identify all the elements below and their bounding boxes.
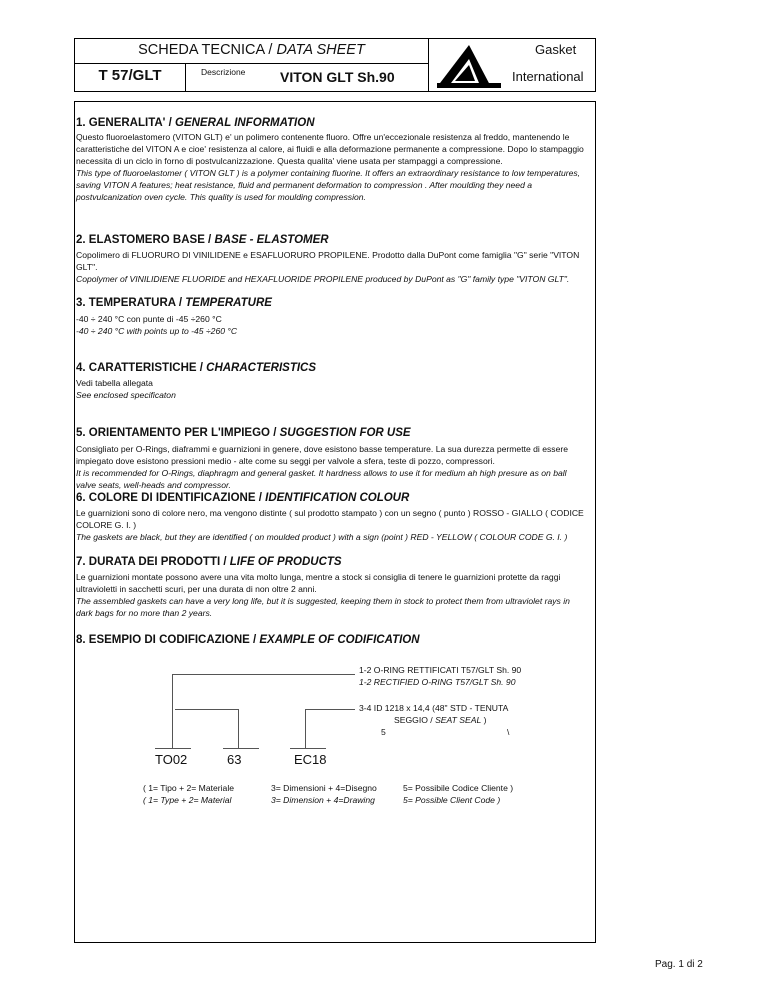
code-line [238, 709, 239, 749]
section-heading: 4. CARATTERISTICHE / CHARACTERISTICS [76, 362, 317, 374]
code-underline [290, 748, 326, 749]
section-text: Questo fluoroelastomero (VITON GLT) e' un polimero contenente fluoro. Offre un'eccezionale resistenza al freddo, mantenendo le caratteristiche del VITON A e cioe' resistenza al calore, ai fluidi e alla deformazione permanente a compressione. Dopo lo stampaggio necessita di un ciclo in forno di postvulcanizzazione. Questa qualita' viene usata per stampaggi a compressione. This type of fluoroelastomer ( VITON GLT ) is a polymer containing fluorine. It offers an extraordinary resistance to low temperatures, saving VITON A features; heat resistance, fluid and permanent deformation to compression . After moulding they need a postvulcanization oven cycle. This quality is used for moulding compression. [76, 132, 584, 202]
code-label-34: 3-4 ID 1218 x 14,4 (48" STD - TENUTA SEGGIO / SEAT SEAL ) [359, 703, 509, 725]
document-title [75, 42, 428, 58]
header-divider [75, 63, 428, 64]
code-label-backslash: \ [507, 727, 510, 737]
header-divider [428, 39, 429, 91]
section-text: Le guarnizioni montate possono avere una vita molto lunga, mentre a stock si consiglia di tenere le guarnizioni protette da raggi ultravioletti in sacchetti scuri, per una durata di non oltre 2 anni. The assembled gaskets can have a very long life, but it is suggested, keeping them in stock to protect them from ultraviolet rays in dark bags for no more than 2 years. [76, 572, 570, 618]
section-text: Consigliato per O-Rings, diaframmi e guarnizioni in genere, dove esistono basse temperature. La sua durezza permette di essere impiegato dove esistono pressioni medio - alte come su seggi per valvole a sfera, teste di pozzo, compressori. It is recommended for O-Rings, diaphragm and general gasket. It hardness allows to use it for medium ah high presure as on ball valve seats, well-heads and compressor. [76, 444, 569, 490]
code-legend-1: ( 1= Tipo + 2= Materiale ( 1= Type + 2= Material [143, 783, 235, 805]
section-text: Vedi tabella allegata See enclosed specificaton [76, 378, 176, 400]
code-part-3: EC18 [294, 752, 327, 767]
header-box [74, 38, 596, 92]
section-text: Le guarnizioni sono di colore nero, ma vengono distinte ( sul prodotto stampato ) con un segno ( punto ) ROSSO - GIALLO ( CODICE COLORE G. I. ) The gaskets are black, but they are identified ( on moulded product ) with a sign (point ) RED - YELLOW ( COLOUR CODE G. I. ) [76, 508, 584, 542]
section-text: -40 ÷ 240 °C con punte di -45 ÷260 °C -40 ÷ 240 °C with points up to -45 ÷260 °C [76, 314, 238, 336]
code-label-12: 1-2 O-RING RETTIFICATI T57/GLT Sh. 90 1-2 RECTIFIED O-RING T57/GLT Sh. 90 [359, 665, 522, 687]
description-label: Descrizione [201, 67, 246, 77]
section-heading: 6. COLORE DI IDENTIFICAZIONE / IDENTIFICATION COLOUR [76, 492, 410, 504]
code-line [172, 674, 173, 749]
title-it: SCHEDA TECNICA [138, 42, 265, 58]
section-heading: 5. ORIENTAMENTO PER L'IMPIEGO / SUGGESTION FOR USE [76, 427, 411, 439]
code-label-5: 5 [381, 727, 386, 737]
code-line [305, 709, 355, 710]
logo-text-top: Gasket [535, 42, 577, 57]
product-code: T 57/GLT [98, 67, 162, 84]
product-description: VITON GLT Sh.90 [280, 69, 395, 85]
section-heading: 2. ELASTOMERO BASE / BASE - ELASTOMER [76, 234, 329, 246]
code-line [175, 709, 239, 710]
code-underline [223, 748, 259, 749]
code-line [305, 709, 306, 749]
page-number: Pag. 1 di 2 [655, 959, 703, 970]
title-en: DATA SHEET [276, 42, 365, 58]
code-legend-2: 3= Dimensioni + 4=Disegno 3= Dimension + 4=Drawing [271, 783, 377, 805]
company-logo-icon [435, 43, 503, 89]
logo-text-bottom: International [512, 69, 584, 84]
code-line [172, 674, 355, 675]
section-heading: 7. DURATA DEI PRODOTTI / LIFE OF PRODUCTS [76, 556, 342, 568]
code-legend-3: 5= Possibile Codice Cliente ) 5= Possible Client Code ) [403, 783, 514, 805]
section-heading: 1. GENERALITA' / GENERAL INFORMATION [76, 117, 315, 129]
section-text: Copolimero di FLUORURO DI VINILIDENE e ESAFLUORURO PROPILENE. Prodotto dalla DuPont come famiglia "G" serie "VITON GLT". Copolymer of VINILIDIENE FLUORIDE and HEXAFLUORIDE PROPILENE produced by DuPont as "G" family type "VITON GLT". [76, 250, 580, 284]
code-part-1: TO02 [155, 752, 188, 767]
code-part-2: 63 [227, 752, 242, 767]
title-separator: / [264, 42, 277, 58]
header-divider [185, 63, 186, 91]
section-heading: 3. TEMPERATURA / TEMPERATURE [76, 297, 272, 309]
section-heading: 8. ESEMPIO DI CODIFICAZIONE / EXAMPLE OF CODIFICATION [76, 634, 420, 646]
code-underline [155, 748, 191, 749]
